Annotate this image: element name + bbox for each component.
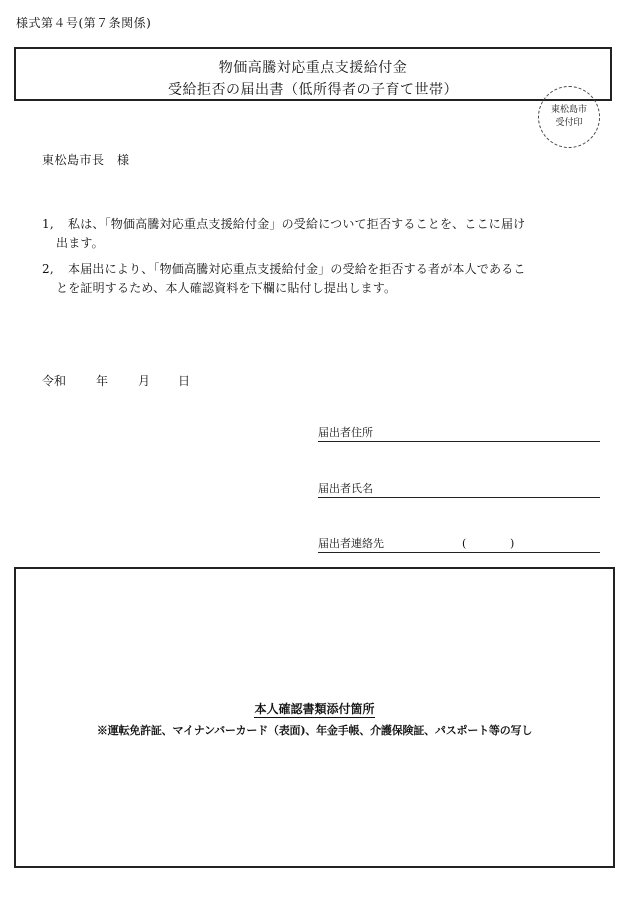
address-label: 届出者住所 xyxy=(318,426,373,439)
attachment-title: 本人確認書類添付箇所 xyxy=(254,702,375,716)
clause-number: 2, xyxy=(42,262,54,276)
clause-text: 本届出により、「物価高騰対応重点支援給付金」の受給を拒否する者が本人であるこ xyxy=(68,262,526,276)
attachment-note: ※運転免許証、マイナンバーカード（表面)、年金手帳、介護保険証、パスポート等の写し xyxy=(96,724,533,737)
contact-paren-close: ) xyxy=(510,537,515,550)
contact-field[interactable] xyxy=(318,536,600,553)
date-year: 年 xyxy=(96,374,109,388)
attachment-title-wrap xyxy=(16,700,613,717)
stamp-line-2: 受付印 xyxy=(555,118,583,128)
contact-paren-open: ( xyxy=(462,537,467,550)
clause-continuation: とを証明するため、本人確認資料を下欄に貼付し提出します。 xyxy=(56,281,397,295)
id-attachment-area xyxy=(14,567,615,868)
date-month: 月 xyxy=(138,374,151,388)
clause-continuation: 出ます。 xyxy=(56,236,104,250)
contact-label: 届出者連絡先 xyxy=(318,537,384,550)
date-day: 日 xyxy=(178,374,191,388)
name-field[interactable] xyxy=(318,481,600,498)
clause-text: 私は、「物価高騰対応重点支援給付金」の受給について拒否することを、ここに届け xyxy=(68,217,526,231)
address-field[interactable] xyxy=(318,425,600,442)
title-line-1: 物価高騰対応重点支援給付金 xyxy=(218,60,408,76)
title-box xyxy=(14,47,612,101)
reception-stamp xyxy=(538,86,600,148)
clause-2 xyxy=(42,260,582,298)
form-number: 様式第４号(第７条関係) xyxy=(16,16,152,30)
title-line-2: 受給拒否の届出書（低所得者の子育て世帯） xyxy=(168,82,458,98)
stamp-line-1: 東松島市 xyxy=(550,105,587,115)
date-era: 令和 xyxy=(42,374,67,388)
clause-1 xyxy=(42,215,582,253)
clause-number: 1, xyxy=(42,217,54,231)
addressee: 東松島市長 様 xyxy=(42,153,130,167)
name-label: 届出者氏名 xyxy=(318,482,373,495)
